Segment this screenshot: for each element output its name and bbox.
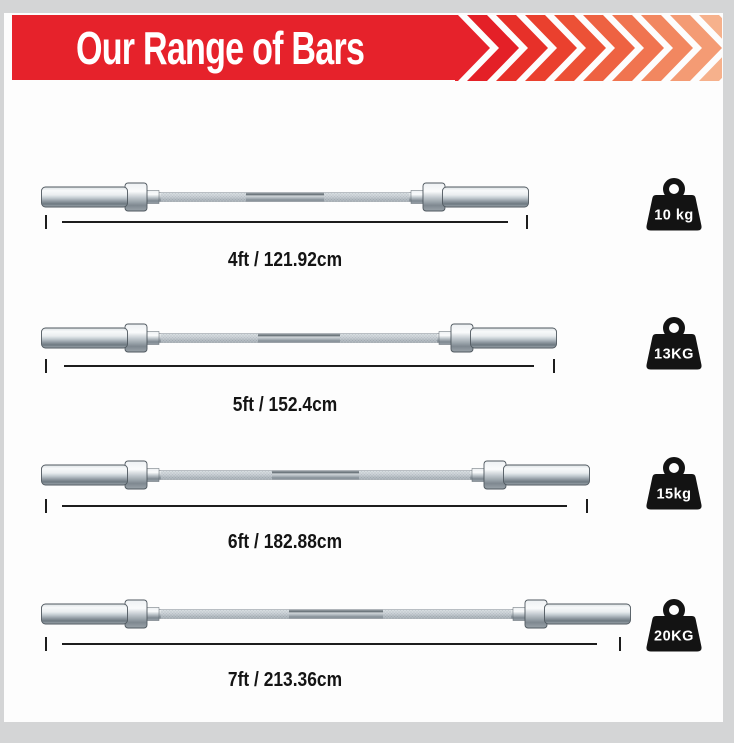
dimension-tick-right — [526, 215, 528, 229]
dimension-line — [62, 643, 597, 645]
dimension-tick-left — [45, 215, 47, 229]
weight-value-label: 13KG — [654, 346, 694, 363]
dimension-line — [62, 505, 567, 507]
weight-icon-10kg — [644, 178, 704, 234]
bar-length-label: 5ft / 152.4cm — [232, 394, 338, 416]
bar-length-label: 6ft / 182.88cm — [227, 531, 343, 553]
header-banner — [12, 15, 455, 80]
barbell-4ft-image — [41, 182, 529, 212]
weight-icon-20kg — [644, 599, 704, 655]
bar-length-label: 4ft / 121.92cm — [227, 249, 343, 271]
dimension-tick-right — [586, 499, 588, 513]
chevrons-icon — [455, 15, 722, 81]
dimension-line — [64, 365, 534, 367]
weight-value-label: 15kg — [656, 486, 692, 503]
dimension-tick-left — [45, 499, 47, 513]
weight-icon-15kg — [644, 457, 704, 513]
barbell-7ft-image — [41, 599, 631, 629]
dimension-tick-right — [553, 359, 555, 373]
barbell-6ft-image — [41, 460, 590, 490]
weight-value-label: 20KG — [654, 628, 694, 645]
dimension-tick-left — [45, 359, 47, 373]
barbell-5ft-image — [41, 323, 557, 353]
page-title: Our Range of Bars — [76, 21, 365, 74]
weight-value-label: 10 kg — [654, 207, 694, 224]
dimension-line — [62, 221, 508, 223]
weight-icon-13kg — [644, 317, 704, 373]
dimension-tick-left — [45, 637, 47, 651]
bar-length-label: 7ft / 213.36cm — [227, 669, 343, 691]
dimension-tick-right — [619, 637, 621, 651]
